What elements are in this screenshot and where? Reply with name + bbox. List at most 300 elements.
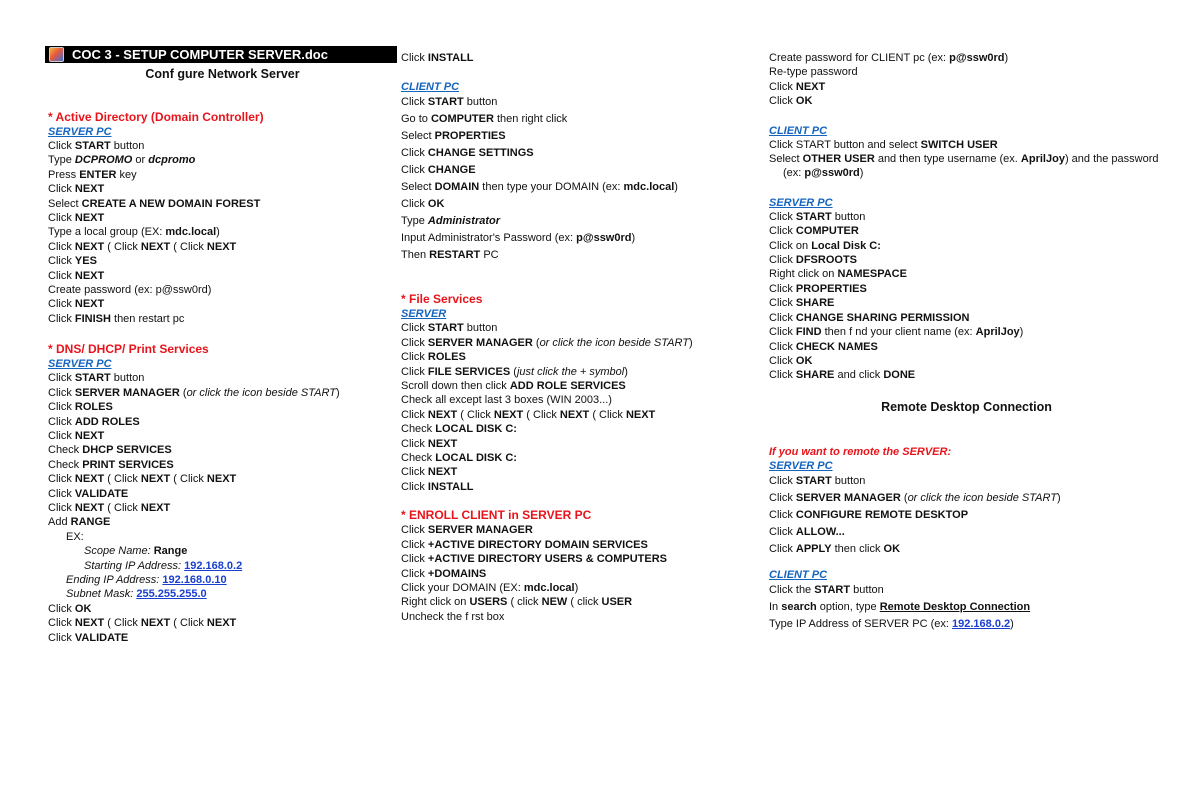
step-text: Click [769,210,796,223]
step-text: NEXT [625,408,656,421]
step-text: ENTER [79,168,117,181]
step-text: CREATE A NEW DOMAIN FOREST [81,197,261,210]
ip-value: 192.168.0.2 [184,559,243,572]
step-text: ( [900,491,908,504]
step-text: then right click [493,113,568,126]
step-text: NEXT [74,240,105,253]
step-text: search [781,600,817,613]
step-text: Type [401,215,428,228]
step-text: or click the icon beside START [186,386,336,399]
step-text: Range [153,545,188,558]
step-text: Click [48,501,75,514]
step-line [401,451,756,465]
server-pc-label: SERVER PC [769,459,833,472]
step-text: NAMESPACE [837,268,907,281]
step-text: Click [48,415,75,428]
step-text: COMPUTER [430,113,494,126]
step-text: PRINT SERVICES [82,458,174,471]
step-text: Click [48,212,75,225]
step-text: OTHER USER [802,153,875,166]
step-text: Click [48,140,75,152]
step-text: SHARE [795,297,835,310]
step-text: NEXT [559,408,590,421]
step-text: CHANGE [427,164,476,177]
step-text: CONFIGURE REMOTE DESKTOP [795,508,969,521]
step-text: NEXT [493,408,524,421]
step-text: NEXT [427,437,458,450]
step-text: ( Click [589,408,626,421]
section-title-active-directory: * Active Directory (Domain Controller) [48,110,264,124]
step-text: NEXT [74,183,105,196]
step-line [401,408,756,422]
step-text: Ending IP Address: [66,573,163,586]
step-text: Uncheck the f rst box [401,610,505,623]
step-text: Click [769,525,796,538]
step-text: ( Click [104,501,141,514]
step-line [769,541,1164,558]
step-text: ( Click [170,473,207,486]
column-2 [401,51,756,624]
step-text: Starting IP Address: [84,559,185,572]
step-text: Click [401,480,428,493]
step-text: START [74,140,111,152]
step-text: Click [401,147,428,160]
step-line [769,239,1164,253]
step-text: NEXT [140,473,171,486]
step-line [769,340,1164,354]
step-text: Subnet Mask: [66,588,137,601]
step-text: NEXT [74,501,105,514]
step-text: NEXT [427,466,458,479]
step-text: Click on [769,239,812,252]
step-line [48,240,393,254]
step-line [48,443,393,457]
column-3 [769,51,1164,633]
step-text: ) [216,226,220,239]
step-text: OK [883,542,901,555]
step-text: Select [48,197,82,210]
step-line [769,51,1164,65]
step-text: CHANGE SHARING PERMISSION [795,311,970,324]
document-title-bar [45,46,397,63]
file-steps [401,321,756,494]
step-line [401,145,756,162]
server-pc-label: SERVER PC [48,126,112,138]
step-text: NEXT [74,473,105,486]
step-text: then type your DOMAIN (ex: [479,181,624,194]
step-text: PC [480,249,499,262]
step-line [48,415,393,429]
step-text: Click [401,553,428,566]
document-title: COC 3 - SETUP COMPUTER SERVER.doc [72,47,328,62]
step-text: button [850,583,884,596]
step-line [48,371,393,385]
document-icon [49,47,64,62]
step-text: ) [688,336,693,349]
step-text: Add [48,516,71,529]
step-line [48,269,393,283]
step-line [769,267,1164,281]
step-line [401,213,756,230]
step-text: OK [427,198,445,211]
step-line [401,128,756,145]
step-text: SERVER MANAGER [427,336,533,349]
step-text: LOCAL DISK C: [435,423,517,436]
share-steps [769,210,1164,383]
step-text: SERVER MANAGER [795,491,901,504]
step-text: mdc.local [165,226,217,239]
step-line [48,254,393,268]
client-rdc-steps [769,582,1164,633]
step-text: NEXT [140,617,171,630]
step-text: ) [574,581,579,594]
step-text: Click [48,487,75,500]
step-text: Click [401,198,428,211]
step-text: ADD ROLE SERVICES [509,380,626,393]
step-text: DHCP SERVICES [82,444,172,457]
step-text: p@ssw0rd [576,232,632,245]
rdc-steps [769,473,1164,558]
step-line [401,465,756,479]
server-pc-label: SERVER PC [48,358,112,371]
step-text: DFSROOTS [795,254,858,267]
step-text: and click [834,369,884,382]
step-text: USER [601,596,633,609]
password-steps [769,51,1164,109]
step-text: mdc.local [623,181,675,194]
step-text: In [769,600,782,613]
install-step [401,51,756,65]
step-line [48,400,393,414]
step-text: SERVER MANAGER [74,386,180,399]
other-user-step [769,152,1164,181]
step-text: Check [401,423,436,436]
step-text: then f nd your client name (ex: [821,326,976,339]
step-line [401,595,756,609]
step-line [48,139,393,153]
step-text: Click [48,602,75,615]
step-line [48,312,393,326]
step-text: button [110,372,145,385]
step-line [401,350,756,364]
step-text: ( [179,386,187,399]
step-line [769,253,1164,267]
step-text: COMPUTER [795,225,859,238]
step-text: ( Click [104,473,141,486]
step-text: Local Disk C: [811,239,881,252]
step-text: ( Click [104,240,141,253]
step-text: INSTALL [427,480,474,493]
step-text: and then type username (ex. [874,153,1021,166]
step-text: AprilJoy [975,326,1020,339]
step-text: Click [769,282,796,295]
ip-value: 255.255.255.0 [136,588,207,601]
step-line [769,490,1164,507]
step-text: START [427,96,464,109]
step-line [48,197,393,211]
step-text: or [132,154,149,167]
dns-steps [48,371,393,529]
section-title-rdc: Remote Desktop Connection [881,399,1052,414]
step-text: Click [401,336,428,349]
step-text: START [795,210,832,223]
step-text: mdc.local [523,581,575,594]
step-text: Click [769,297,796,310]
step-line [48,225,393,239]
step-text: Scroll down then click [401,380,510,393]
step-text: ) [674,181,678,194]
step-line [48,153,393,167]
step-text: then restart pc [110,312,185,325]
step-text: ROLES [74,401,113,414]
range-values [48,544,393,573]
step-text: ) [335,386,340,399]
step-line [769,616,1164,633]
ip-value: 192.168.0.10 [162,573,227,586]
step-line [401,51,756,65]
step-text: Click [401,567,428,580]
step-text: INSTALL [427,52,474,64]
step-text: CHECK NAMES [795,340,878,353]
step-text: Click [401,351,428,364]
step-text: ( Click [457,408,494,421]
step-line [769,473,1164,490]
step-text: Click [48,312,75,325]
step-text: Click [401,365,428,378]
step-text: then click [831,542,884,555]
dns-final-steps [48,602,393,645]
step-line [48,211,393,225]
step-line [769,282,1164,296]
server-label: SERVER [401,308,447,321]
step-text: Remote Desktop Connection [879,600,1031,613]
step-text: ( click [567,596,602,609]
step-text: APPLY [795,542,832,555]
step-text: NEXT [74,269,105,282]
document-subtitle: Conf gure Network Server [145,67,300,81]
step-text: VALIDATE [74,487,129,500]
step-line [769,582,1164,599]
step-text: Click [48,372,75,385]
step-line [769,599,1164,616]
step-line [48,297,393,311]
step-text: NEXT [206,240,237,253]
step-text: ) [1010,617,1014,630]
step-text: key [116,168,137,181]
step-text: Click [769,369,796,382]
step-text: SERVER MANAGER [427,524,533,537]
step-text: Click [48,631,75,644]
step-text: Input Administrator's Password (ex: [401,232,577,245]
step-text: Click [401,408,428,421]
step-text: Click [401,96,428,109]
step-text: ( [532,336,540,349]
step-text: Click [48,401,75,414]
step-text: Type a local group (EX: [48,226,166,239]
step-text: just click the + symbol [516,365,625,378]
step-text: button [463,96,498,109]
step-text: DOMAIN [434,181,480,194]
step-text: ) [624,365,628,378]
step-text: Click [401,164,428,177]
step-text: p@ssw0rd [949,52,1005,64]
step-line [401,393,756,407]
step-text: Click [769,95,796,108]
step-text: Administrator [427,215,501,228]
step-text: Create password for CLIENT pc (ex: [769,52,950,64]
column-1 [48,92,393,645]
step-text: VALIDATE [74,631,129,644]
step-text: DCPROMO [74,154,133,167]
step-line [48,501,393,515]
step-line [48,631,393,645]
step-text: ( Click [104,617,141,630]
step-text: Click [401,524,428,537]
step-text: PROPERTIES [434,130,506,143]
step-text: Click [769,80,796,93]
step-text: OK [795,354,813,367]
ip-value: 192.168.0.2 [952,617,1011,630]
step-text: Select [401,130,435,143]
step-text: RANGE [70,516,111,529]
step-text: NEXT [427,408,458,421]
step-text: Then [401,249,430,262]
step-text: Click [769,491,796,504]
step-line [401,610,756,624]
step-text: AprilJoy [1020,153,1065,166]
step-text: Click [769,225,796,238]
switch-steps [769,138,1164,152]
step-text: Click [769,340,796,353]
step-text: ) [859,167,864,180]
step-text: Click [769,474,796,487]
step-line [48,182,393,196]
step-line [401,379,756,393]
step-line [401,230,756,247]
step-line [48,283,393,297]
step-text: NEXT [206,473,237,486]
client-pc-label: CLIENT PC [401,81,460,94]
section-title-dns: * DNS/ DHCP/ Print Services [48,342,209,357]
step-text: DONE [883,369,916,382]
step-text: LOCAL DISK C: [435,452,517,465]
step-text: FILE SERVICES [427,365,511,378]
step-text: Type IP Address of SERVER PC (ex: [769,617,953,630]
step-text: ( Click [170,617,207,630]
step-text: SHARE [795,369,835,382]
step-text: +DOMAINS [427,567,487,580]
step-text: Click [48,617,75,630]
step-text: ) [1019,326,1024,339]
step-text: Create password (ex: p@ssw0rd) [48,284,212,297]
step-text: ADD ROLES [74,415,140,428]
step-text: or click the icon beside START [907,491,1057,504]
step-line [48,168,393,182]
step-text: NEXT [140,240,171,253]
step-text: USERS [469,596,508,609]
step-line [769,94,1164,108]
step-text: Click your DOMAIN (EX: [401,581,524,594]
step-text: button [831,210,866,223]
enroll-steps [401,523,756,624]
step-line [401,336,756,350]
step-text: Scope Name: [84,545,154,558]
step-text: +ACTIVE DIRECTORY USERS & COMPUTERS [427,553,667,566]
step-text: Click [769,311,796,324]
step-text: Click the [769,583,815,596]
step-line [769,325,1164,339]
step-text: NEXT [140,501,171,514]
step-line [401,247,756,264]
step-line [84,559,393,573]
step-text: Click [769,326,796,339]
step-text: Click [769,354,796,367]
step-line [48,515,393,529]
step-line [769,296,1164,310]
section-title-file-services: * File Services [401,292,483,307]
step-text: Click [48,183,75,196]
step-text: Click [48,473,75,486]
step-line [769,368,1164,382]
step-text: ) [1004,52,1009,64]
step-text: CHANGE SETTINGS [427,147,534,160]
example-label: EX: [66,530,84,543]
step-line [401,365,756,379]
step-line [769,210,1164,224]
server-pc-label: SERVER PC [769,196,833,209]
step-line [84,544,393,558]
step-line [769,311,1164,325]
step-text: Right click on [401,596,470,609]
step-text: Click [48,269,75,282]
step-line [769,224,1164,238]
step-line [401,162,756,179]
step-line [401,179,756,196]
step-text: RESTART [429,249,481,262]
step-text: Check [48,444,83,457]
step-line [401,581,756,595]
step-text: button [463,322,498,335]
step-text: PROPERTIES [795,282,867,295]
step-text: Click [48,429,75,442]
step-text: Click [48,255,75,268]
step-text: Re-type password [769,66,858,79]
step-text: Type [48,154,75,167]
step-line [769,507,1164,524]
step-text: Go to [401,113,431,126]
step-text: ) [1056,491,1061,504]
step-line [401,567,756,581]
step-text: p@ssw0rd [804,167,860,180]
step-line [48,487,393,501]
step-text: NEXT [74,429,105,442]
step-line [401,111,756,128]
step-text: Select [401,181,435,194]
step-text: NEW [541,596,568,609]
step-text: START [427,322,464,335]
remote-note: If you want to remote the SERVER: [769,445,952,458]
step-text: Right click on [769,268,838,281]
step-line [48,458,393,472]
step-text: ( [510,365,517,378]
step-text: START [74,372,111,385]
step-text: Click [401,538,428,551]
step-line [48,429,393,443]
step-text: START [795,474,832,487]
step-line [401,538,756,552]
step-text: ( click [507,596,542,609]
step-text: dcpromo [148,154,196,167]
